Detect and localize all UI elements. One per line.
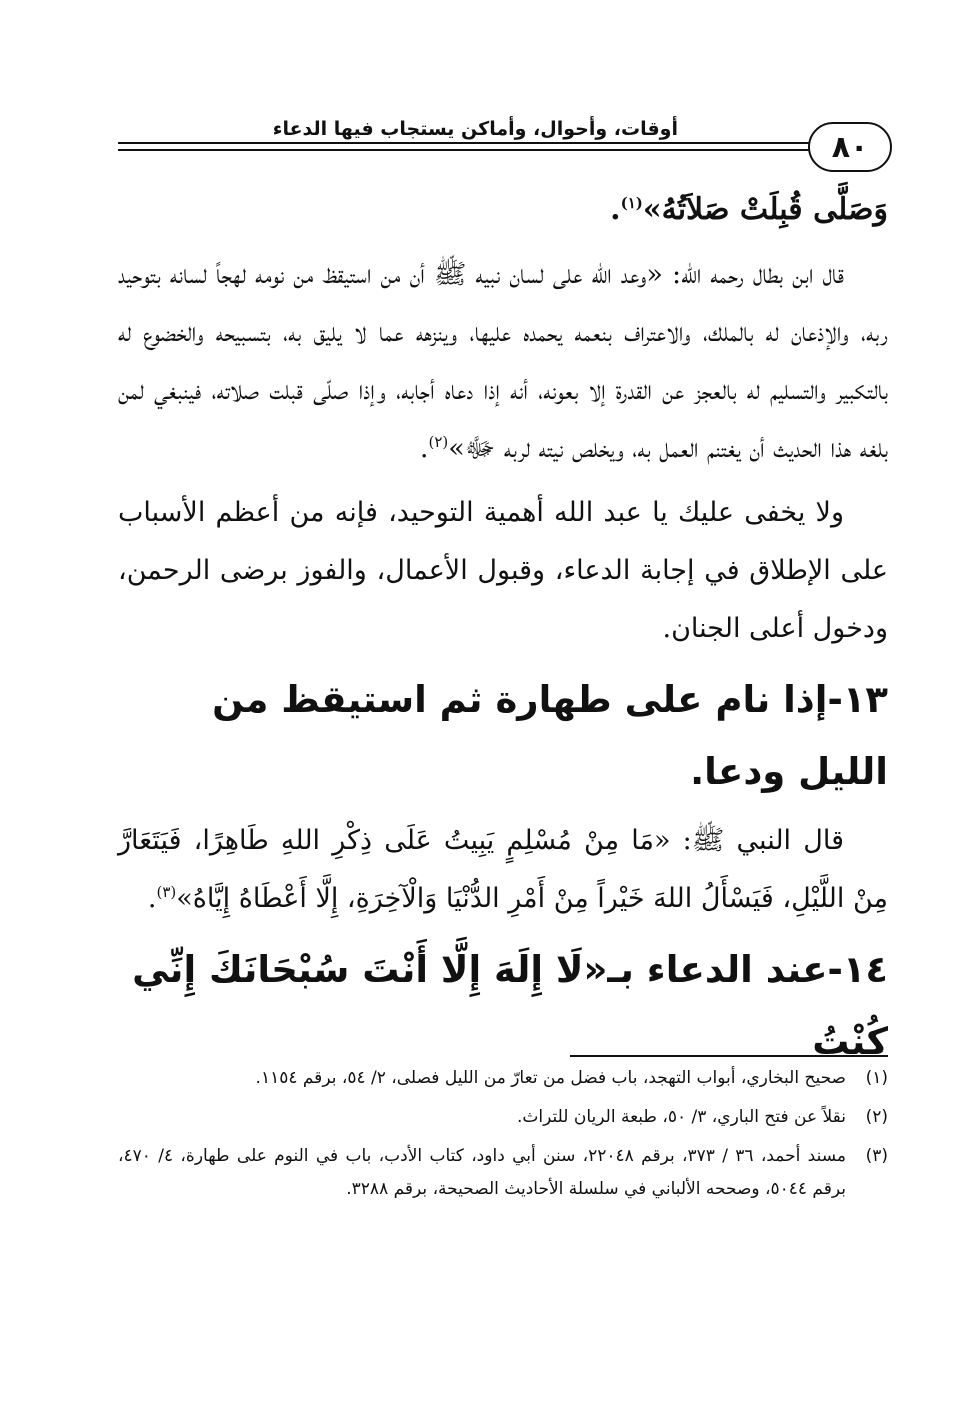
hadith-ending: وَصَلَّى قُبِلَتْ صَلاَتُهُ» [642,192,888,227]
footnote-ref-1: (١) [620,194,643,212]
footnote-text: مسند أحمد، ٣٦ / ٣٧٣، برقم ٢٢٠٤٨، سنن أبي داود، كتاب الأدب، باب في النوم على طهارة، ٤/ ٤٧٠، برقم ٥٠٤٤، وصححه الألباني في سلسلة الأحاديث الصحيحة، برقم ٣٢٨٨. [118,1146,846,1199]
footnote-item [118,1101,888,1134]
main-text [118,180,888,1082]
footnote-separator [570,1055,888,1057]
page-number: ٨٠ [831,129,869,165]
footnote-number: (١) [865,1068,888,1088]
paragraph-hadith-text: قال النبي ﷺ: «مَا مِنْ مُسْلِمٍ يَبِيتُ عَلَى ذِكْرِ اللهِ طَاهِرًا، فَيَتَعَارَّ مِنْ اللَّيْلِ، فَيَسْأَلُ اللهَ خَيْراً مِنْ أَمْرِ الدُّنْيَا وَالْآخِرَةِ، إِلَّا أَعْطَاهُ إِيَّاهُ» [118,825,888,914]
footnote-item [118,1062,888,1095]
footnote-item [118,1140,888,1206]
paragraph-continuation: وَصَلَّى قُبِلَتْ صَلاَتُهُ»$^{(١)}$. [610,192,888,227]
footnote-text: نقلاً عن فتح الباري، ٣/ ٥٠، طبعة الريان للتراث. [517,1107,846,1127]
paragraph-ibn-battal-text: قال ابن بطال رحمه الله: «وعد الله على لسان نبيه ﷺ أن من استيقظ من نومه لهجاً لسانه بتوحيد ربه، والإذعان له بالملك، والاعتراف بنعمه يحمده عليها، وينزهه عما لا يليق به، بتسبيحه والخضوع له بالتكبير والتسليم له بالعجز عن القدرة إلا بعونه، أنه إذا دعاه أجابه، وإذا صلّى قبلت صلاته، فينبغي لمن بلغه هذا الحديث أن يغتنم العمل به، ويخلص نيته لربه ﷻ» [118,259,888,464]
section-heading-14: ١٤-عند الدعاء بـ«لَا إِلَهَ إِلَّا أَنْتَ سُبْحَانَكَ إِنِّي كُنْتُ [132,948,888,1063]
page-header [118,118,888,180]
header-rule-bottom [118,149,818,151]
footnote-ref-3: (٣) [156,883,177,901]
header-rule-top [118,142,818,144]
page-number-badge [808,122,892,172]
footnote-number: (٢) [865,1107,888,1127]
footnote-text: صحيح البخاري، أبواب التهجد، باب فضل من تعارّ من الليل فصلى، ٢/ ٥٤، برقم ١١٥٤. [255,1068,846,1088]
paragraph-tawheed: ولا يخفى عليك يا عبد الله أهمية التوحيد، فإنه من أعظم الأسباب على الإطلاق في إجابة الدعاء، وقبول الأعمال، والفوز برضى الرحمن، ودخول أعلى الجنان. [118,497,888,644]
paragraph-ibn-battal: قال ابن بطال رحمه الله: «وعد الله على لسان نبيه ﷺ أن من استيقظ من نومه لهجاً لسانه بتوحيد ربه، والإذعان له بالملك، والاعتراف بنعمه يحمده عليها، وينزهه عما لا يليق به، بتسبيحه والخضوع له بالتكبير والتسليم له بالعجز عن القدرة إلا بعونه، أنه إذا دعاه أجابه، وإذا صلّى قبلت صلاته، فينبغي لمن بلغه هذا الحديث أن يغتنم العمل به، ويخلص نيته لربه ﷻ»$^{(٢)}$. [118,259,888,464]
footnotes [118,1062,888,1212]
section-heading-13: ١٣-إذا نام على طهارة ثم استيقظ من الليل ودعا. [212,678,888,793]
running-title: أوقات، وأحوال، وأماكن يستجاب فيها الدعاء [272,118,678,140]
paragraph-hadith: قال النبي ﷺ: «مَا مِنْ مُسْلِمٍ يَبِيتُ عَلَى ذِكْرِ اللهِ طَاهِرًا، فَيَتَعَارَّ مِنْ اللَّيْلِ، فَيَسْأَلُ اللهَ خَيْراً مِنْ أَمْرِ الدُّنْيَا وَالْآخِرَةِ، إِلَّا أَعْطَاهُ إِيَّاهُ»$^{(٣)}$. [118,825,888,914]
footnote-ref-2: (٢) [428,433,449,451]
footnote-number: (٣) [865,1146,888,1166]
